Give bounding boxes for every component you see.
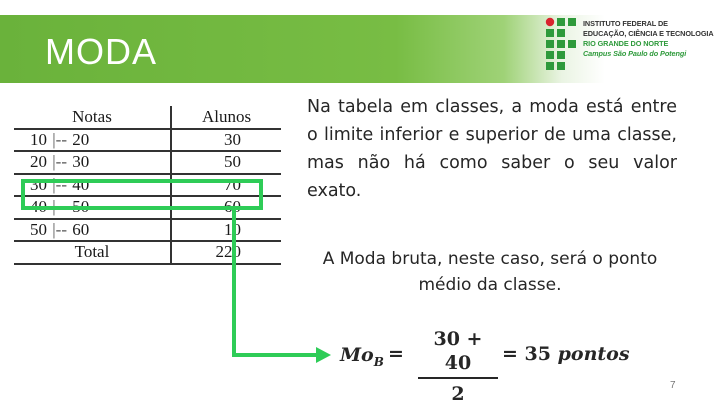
class-upper: 40	[72, 174, 90, 194]
class-separator: |--	[52, 174, 67, 194]
formula-equals: =	[388, 343, 404, 365]
formula-denominator: 2	[451, 383, 465, 405]
frequency-cell: 60	[171, 196, 281, 219]
formula-result-value: 35	[524, 343, 551, 365]
formula-result-unit: pontos	[557, 343, 630, 365]
class-upper: 60	[72, 219, 90, 239]
modal-class-highlight	[21, 179, 263, 210]
crude-mode-paragraph: A Moda bruta, neste caso, será o ponto médio da classe.	[322, 249, 658, 295]
class-lower: 20	[30, 152, 47, 172]
explanation-paragraph: Na tabela em classes, a moda está entre o limite inferior e superior de uma classe, mas não há como saber o seu valor exato.	[307, 97, 677, 201]
total-label: Total	[14, 241, 171, 264]
frequency-cell: 10	[171, 219, 281, 242]
total-value: 220	[171, 241, 281, 264]
logo-line-2: EDUCAÇÃO, CIÊNCIA E TECNOLOGIA	[583, 29, 714, 38]
institution-logo	[545, 16, 720, 78]
fraction-bar	[418, 377, 498, 379]
frequency-cell: 30	[171, 129, 281, 152]
formula-numerator: 30 + 40	[433, 328, 483, 374]
page-number: 7	[670, 380, 676, 391]
frequency-cell: 50	[171, 151, 281, 174]
logo-line-4: Campus São Paulo do Potengi	[583, 49, 687, 58]
class-lower: 50	[30, 219, 47, 239]
formula-lhs: $Mo_B$	[340, 344, 384, 369]
logo-line-3: RIO GRANDE DO NORTE	[583, 39, 669, 48]
table-row	[14, 129, 281, 152]
class-upper: 20	[72, 129, 90, 149]
formula-result: = 35 pontos	[502, 343, 630, 365]
if-logo-icon	[545, 16, 577, 76]
class-lower: 30	[30, 174, 47, 194]
class-lower: 40	[30, 197, 47, 217]
logo-text	[583, 19, 714, 59]
class-separator: |--	[52, 152, 67, 172]
table-row	[14, 219, 281, 242]
slide-title: MODA	[45, 31, 157, 72]
table-header-row	[14, 106, 281, 129]
class-separator: |--	[52, 219, 67, 239]
class-interval-cell	[14, 219, 171, 242]
frequency-cell: 70	[171, 174, 281, 197]
column-header-alunos: Alunos	[171, 106, 281, 129]
class-interval-cell	[14, 151, 171, 174]
formula-lhs-subscript: B	[373, 354, 384, 369]
table-row	[14, 151, 281, 174]
class-upper: 50	[72, 197, 90, 217]
class-lower: 10	[30, 129, 47, 149]
class-separator: |--	[52, 129, 67, 149]
formula-fraction	[418, 327, 498, 405]
table-total-row	[14, 241, 281, 264]
column-header-notas: Notas	[14, 106, 171, 129]
class-upper: 30	[72, 152, 90, 172]
logo-line-1: INSTITUTO FEDERAL DE	[583, 19, 668, 28]
class-interval-cell	[14, 129, 171, 152]
class-separator: |--	[52, 197, 67, 217]
